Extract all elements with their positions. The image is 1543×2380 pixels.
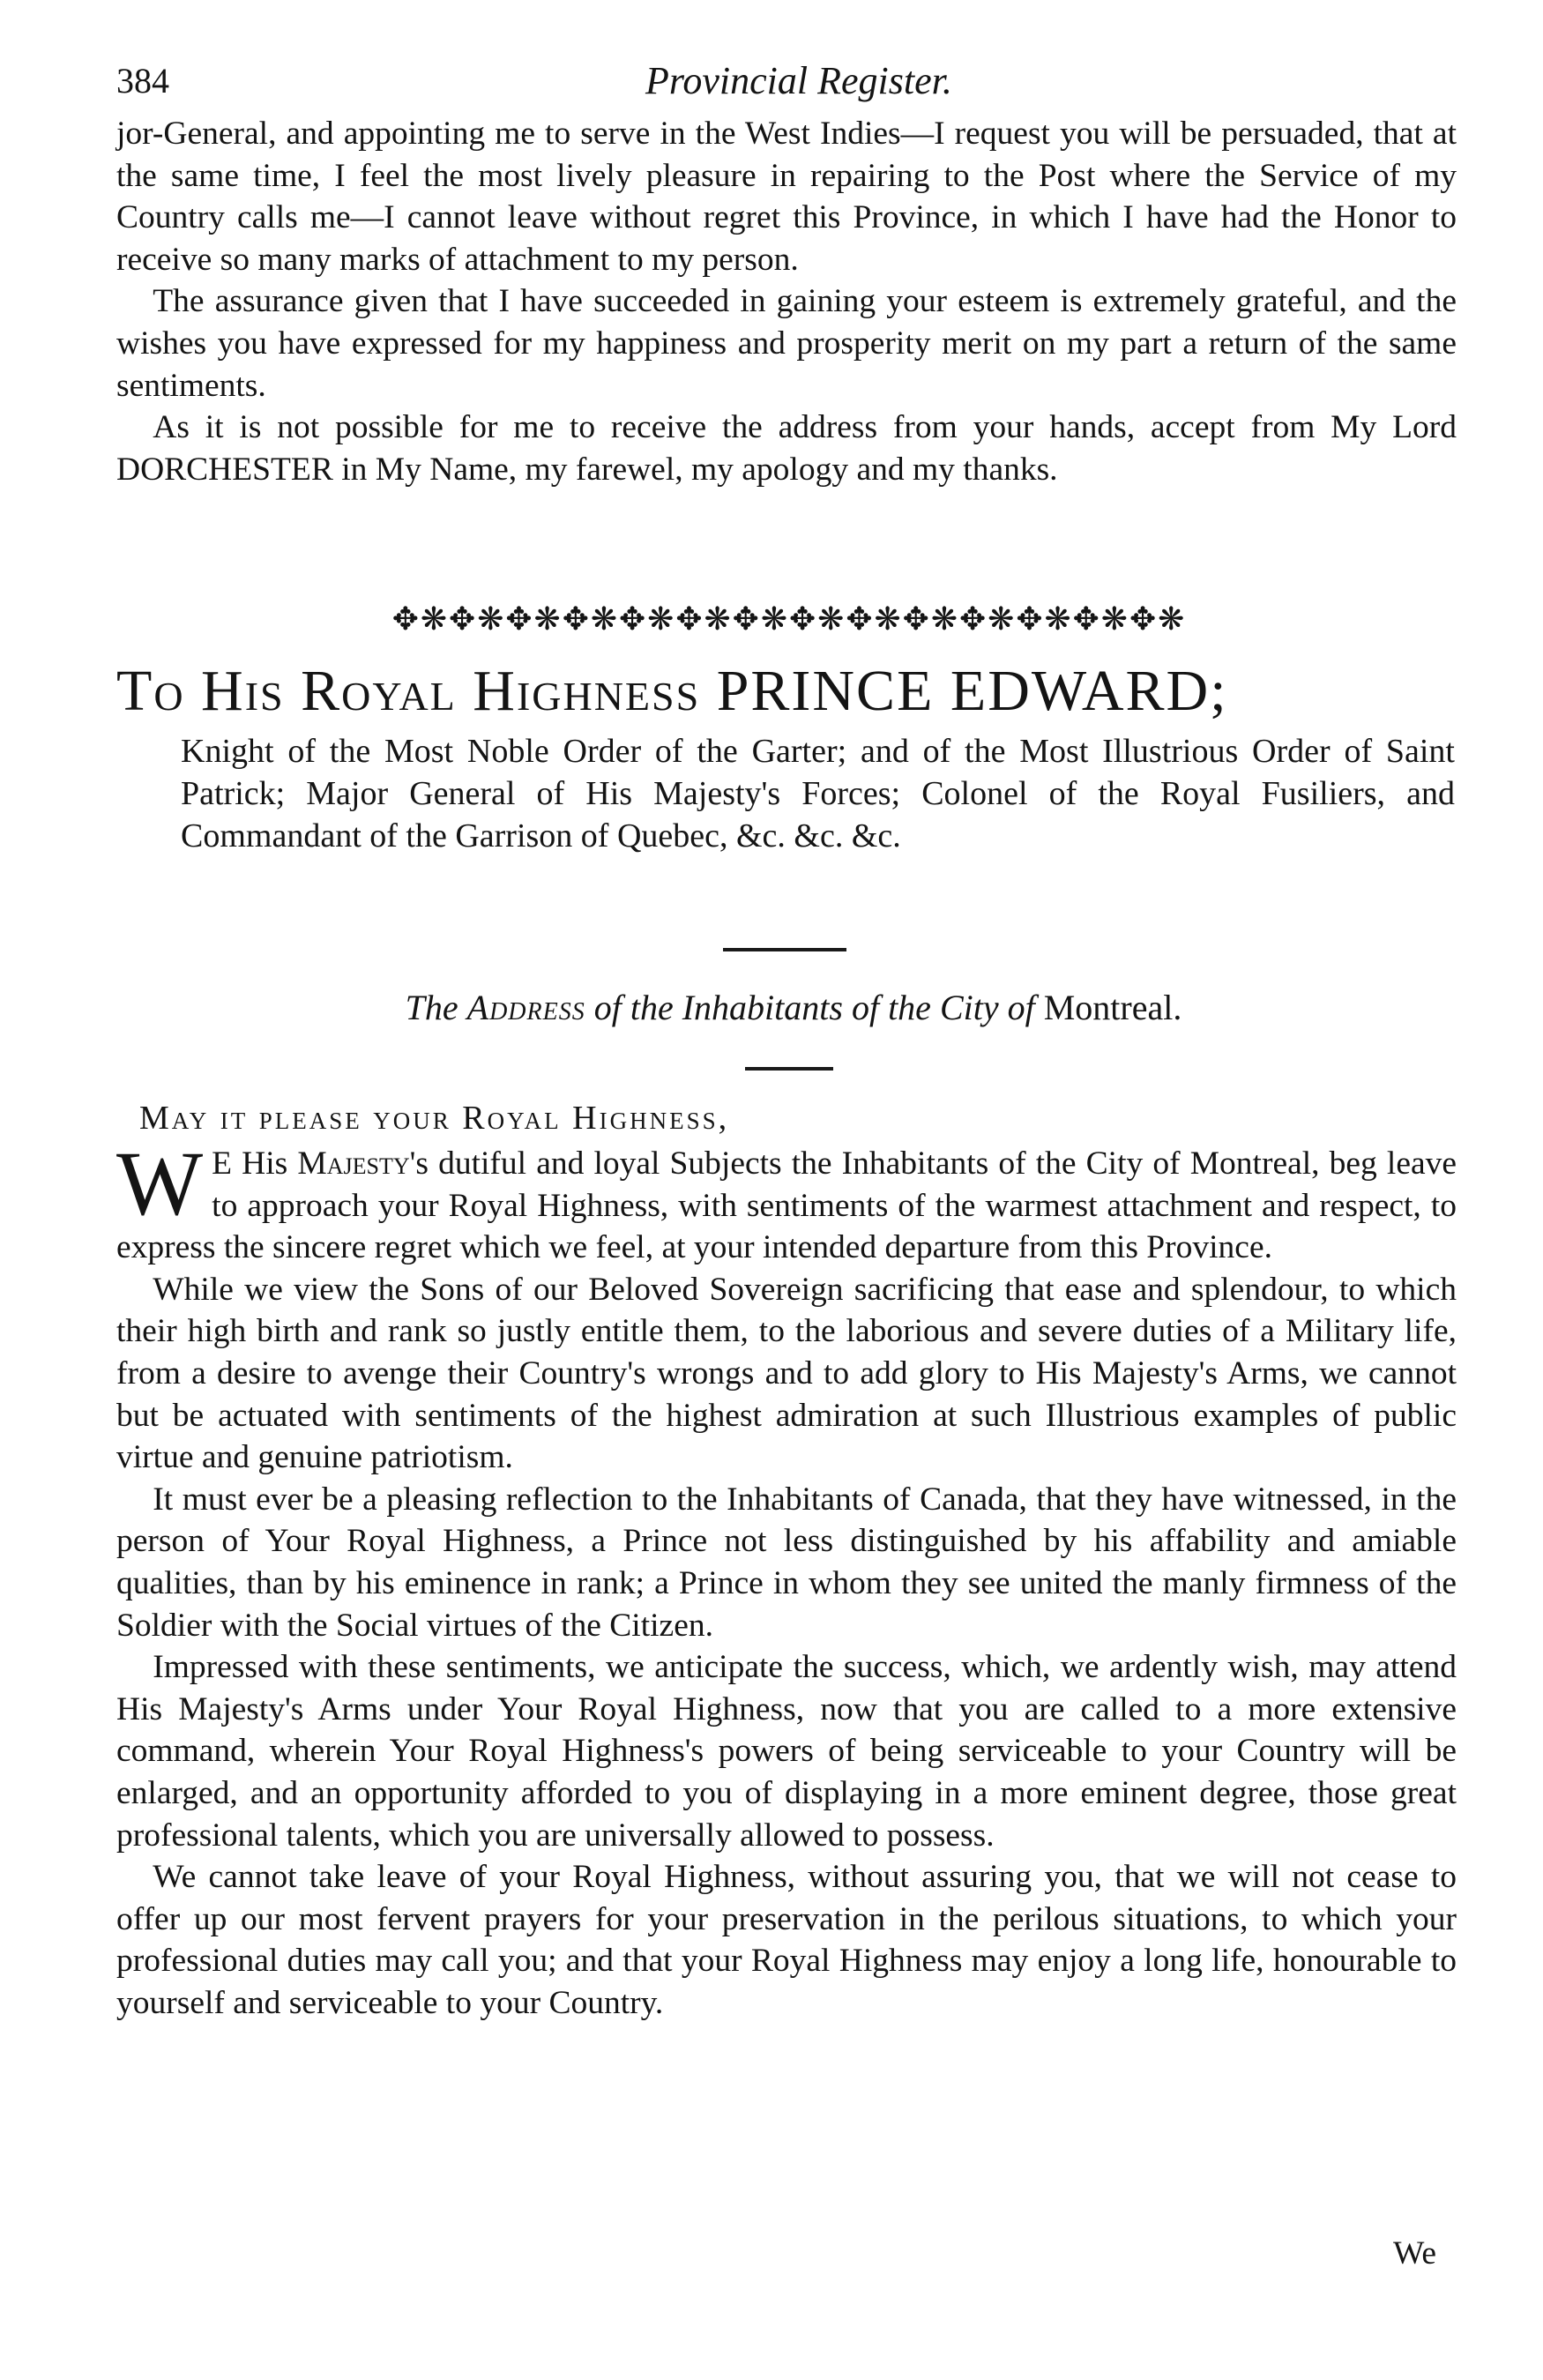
dedication-titles: Knight of the Most Noble Order of the Garter; and of the Most Illustrious Order of Saint Patrick; Major General of His Majesty's Forces; Colonel of the Royal Fusiliers, and Commandant of the Garrison of Quebec, &c. &c. &c.: [181, 733, 1455, 854]
address-paragraph: Impressed with these sentiments, we anticipate the success, which, we ardently wish, may attend His Majesty's Arms under Your Royal Highness, now that you are called to a more extensive command, wherein Your Royal Highness's powers of being serviceable to your Country will be enlarged, and an opportunity afforded to you of displaying in a more eminent degree, those great professional talents, which you are universally allowed to possess.: [116, 1649, 1457, 1854]
page-header: [116, 55, 1457, 108]
address-paragraph: We cannot take leave of your Royal Highness, without assuring you, that we will not cease to offer up our most fervent prayers for your preservation in the perilous situations, to which your professional duties may call you; and that your Royal Highness may enjoy a long life, honourable to yourself and serviceable to your Country.: [116, 1859, 1457, 2021]
drop-cap: W: [116, 1133, 204, 1235]
address-title-city: Montreal.: [1043, 988, 1182, 1027]
dedication-to: To His Royal Highness: [116, 659, 701, 723]
section-rule: [723, 948, 846, 951]
address-paragraph: While we view the Sons of our Beloved Sovereign sacrificing that ease and splendour, to which their high birth and rank so justly entitle them, to the laborious and severe duties of a Military life, from a desire to avenge their Country's wrongs and to add glory to His Majesty's Arms, we cannot but be actuated with sentiments of the highest admiration at such Illustrious examples of public virtue and genuine patriotism.: [116, 1271, 1457, 1476]
reply-paragraph: As it is not possible for me to receive the address from your hands, accept from My Lord DORCHESTER in My Name, my farewel, my apology and my thanks.: [116, 409, 1457, 488]
address-title-middle: of the Inhabitants of the City of: [593, 988, 1035, 1027]
first-para-rest: 's dutiful and loyal Subjects the Inhabitants of the City of Montreal, beg leave to approach your Royal Highness, with sentiments of the warmest attachment and respect, to express the sincere regret which we feel, at your intended departure from this Province.: [116, 1145, 1457, 1266]
address-title-word: Address: [466, 988, 585, 1027]
running-head: Provincial Register.: [645, 59, 952, 102]
reply-paragraph: The assurance given that I have succeeded in gaining your esteem is extremely grateful, and the wishes you have expressed for my happiness and prosperity merit on my part a return of the same sentiments.: [116, 283, 1457, 404]
dedication-name: PRINCE EDWARD;: [716, 659, 1228, 723]
catchword: We: [1393, 2235, 1437, 2272]
first-para-start: E His: [212, 1145, 298, 1182]
reply-paragraph: jor-General, and appointing me to serve in the West Indies—I request you will be persuaded, that at the same time, I feel the most lively pleasure in repairing to the Post where the Service of my Country calls me—I cannot leave without regret this Province, in which I have had the Honor to receive so many marks of attachment to my person.: [116, 116, 1457, 278]
address-title: [265, 983, 1323, 1033]
address-body: [116, 1133, 1457, 2024]
farewell-reply-text: [116, 113, 1457, 490]
address-first-paragraph: [116, 1133, 1457, 1269]
section-rule: [745, 1067, 833, 1071]
address-paragraph: It must ever be a pleasing reflection to the Inhabitants of Canada, that they have witnessed, in the person of Your Royal Highness, a Prince not less distinguished by his affability and amiable qualities, than by his eminence in rank; a Prince in whom they see united the manly firmness of the Soldier with the Social virtues of the Citizen.: [116, 1481, 1457, 1644]
page-number: 384: [116, 61, 169, 101]
salutation: May it please your Royal Highness,: [139, 1100, 730, 1137]
ornamental-divider: ✥❋✥❋✥❋✥❋✥❋✥❋✥❋✥❋✥❋✥❋✥❋✥❋✥❋✥❋: [391, 601, 1187, 637]
dedication-heading: [116, 657, 1465, 726]
address-title-prefix: The: [405, 988, 458, 1027]
majesty-word: Majesty: [297, 1145, 410, 1182]
